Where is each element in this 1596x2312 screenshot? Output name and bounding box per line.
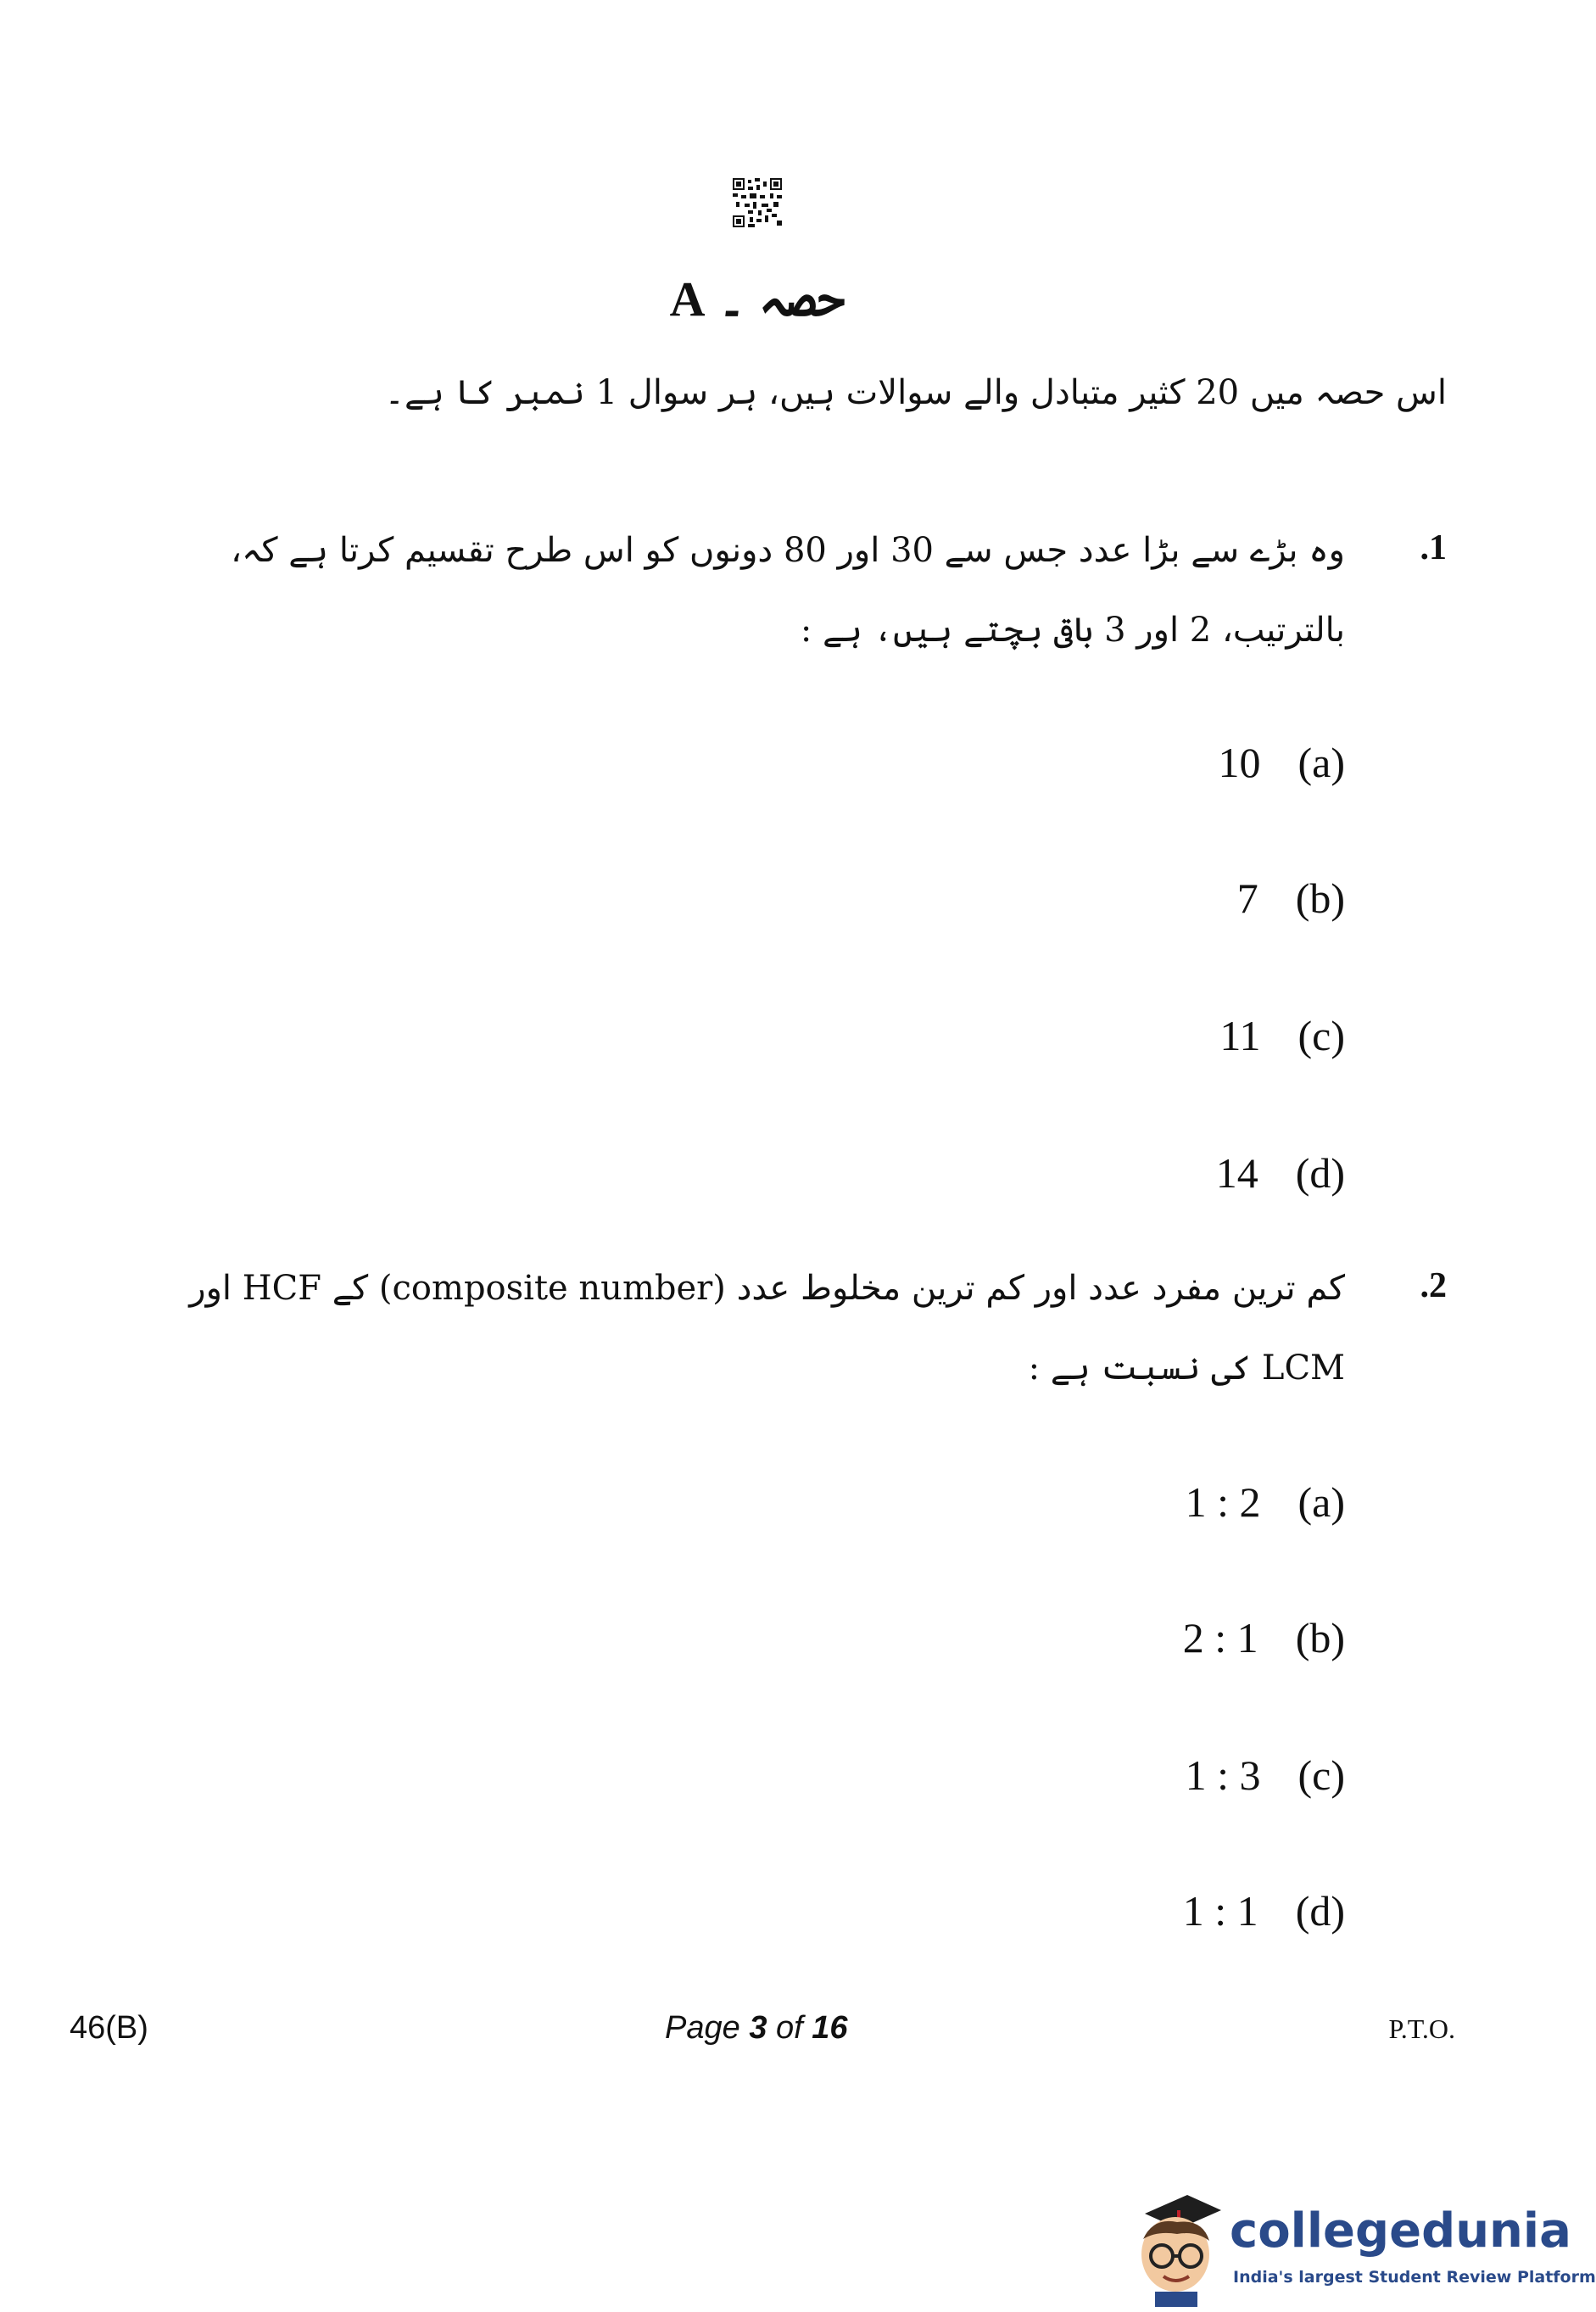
option-label: (b) [1295, 1614, 1345, 1661]
option-label: (a) [1297, 1478, 1345, 1526]
option-label: (d) [1295, 1149, 1345, 1197]
question-1-number: .1 [1420, 528, 1447, 567]
page-of: of [767, 2010, 812, 2046]
option-value: 10 [1218, 739, 1261, 786]
option-label: (c) [1297, 1751, 1345, 1799]
page-number [665, 2010, 848, 2047]
question-1-text: وہ بڑے سے بڑا عدد جس سے 30 اور 80 دونوں کو اس طرح تقسیم کرتا ہے کہ، بالترتیب، 2 اور 3 باقی بچتے ہیں، ہے : [231, 531, 1345, 650]
option-value: 2 : 1 [1182, 1614, 1258, 1661]
collegedunia-logo [1128, 2188, 1596, 2307]
option-value: 11 [1219, 1012, 1261, 1059]
question-2-number: .2 [1420, 1266, 1447, 1305]
question-2-text: کم ترین مفرد عدد اور کم ترین مخلوط عدد (composite number) کے HCF اور LCM کی نسبت ہے : [189, 1269, 1345, 1388]
question-1-option-d [1208, 1148, 1345, 1198]
option-value: 1 : 1 [1182, 1887, 1258, 1935]
option-value: 1 : 2 [1185, 1478, 1261, 1526]
option-label: (b) [1295, 874, 1345, 922]
qr-code-icon [733, 178, 782, 227]
option-value: 14 [1215, 1149, 1258, 1197]
question-1-option-a [1210, 738, 1346, 787]
page-prefix: Page [665, 2010, 750, 2046]
option-label: (a) [1297, 739, 1345, 786]
option-value: 1 : 3 [1185, 1751, 1261, 1799]
paper-code: 46(B) [70, 2010, 148, 2046]
mascot-icon [1128, 2188, 1228, 2307]
pto-label: P.T.O. [1388, 2013, 1455, 2044]
question-2-option-a [1186, 1477, 1345, 1527]
question-2-option-b [1183, 1613, 1345, 1662]
question-2-option-d [1183, 1886, 1345, 1935]
section-instructions: اس حصہ میں 20 کثیر متبادل والے سوالات ہیں، ہر سوال 1 نمبر کا ہے۔ [384, 373, 1447, 412]
brand-tagline: India's largest Student Review Platform [1233, 2268, 1596, 2287]
page-total: 16 [812, 2010, 848, 2046]
question-2-option-c [1186, 1751, 1345, 1800]
brand-name: collegedunia [1230, 2203, 1571, 2259]
option-label: (c) [1297, 1012, 1345, 1059]
question-1-option-c [1210, 1011, 1346, 1060]
option-label: (d) [1295, 1887, 1345, 1935]
section-title: حصہ ۔ A [669, 271, 845, 327]
page-current: 3 [749, 2010, 767, 2046]
question-1-option-b [1208, 874, 1345, 923]
option-value: 7 [1236, 874, 1258, 922]
